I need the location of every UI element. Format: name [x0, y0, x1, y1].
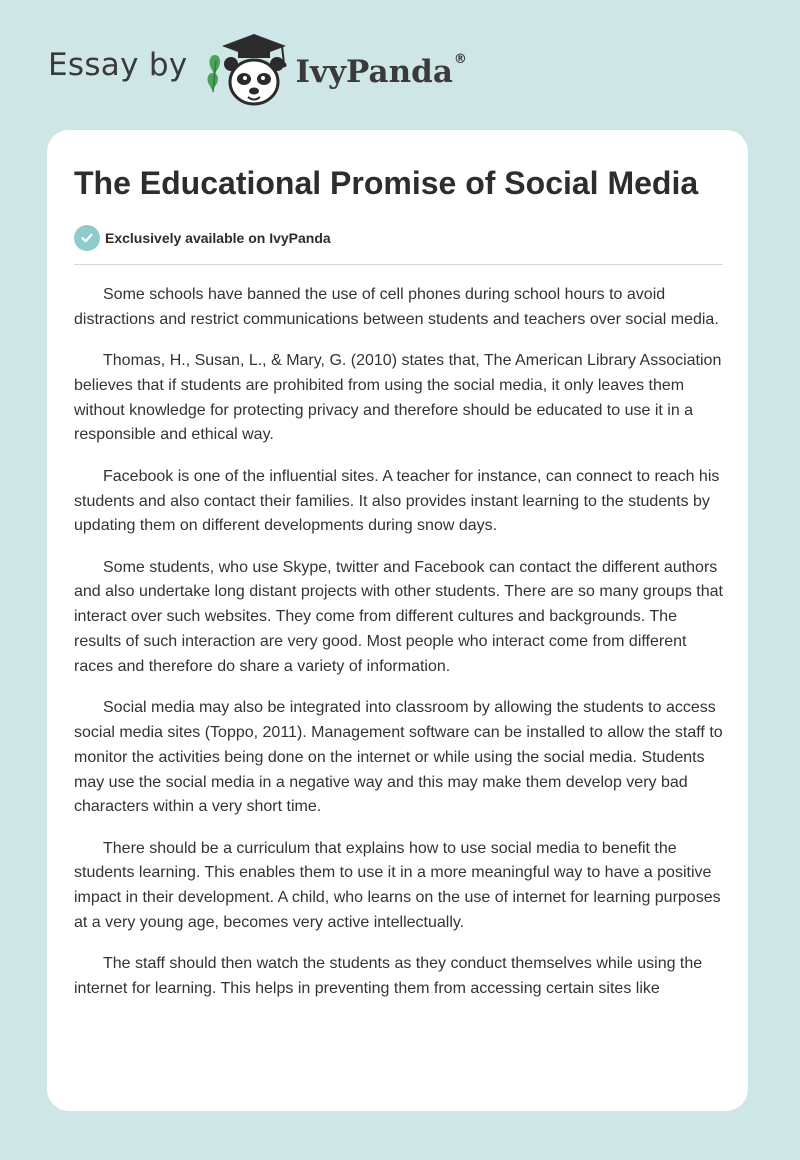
badge-label: Exclusively available on IvyPanda: [105, 230, 331, 246]
essay-body: [74, 283, 723, 1002]
brand-header[interactable]: [48, 30, 467, 110]
page-title: The Educational Promise of Social Media: [74, 165, 699, 201]
brand-name: [296, 54, 467, 90]
paragraph: The staff should then watch the students as they conduct themselves while using the internet for learning. This helps in preventing them from accessing certain sites like: [74, 955, 703, 998]
divider: [74, 264, 723, 265]
paragraph: Thomas, H., Susan, L., & Mary, G. (2010) states that, The American Library Association believes that if students are prohibited from using the social media, it only leaves them without knowledge for protecting privacy and therefore should be educated to use it in a responsible and ethical way.: [74, 352, 722, 444]
essay-card: [47, 130, 748, 1111]
exclusive-badge: [74, 225, 723, 251]
card-content: [74, 163, 723, 1018]
paragraph: Some students, who use Skype, twitter and Facebook can contact the different authors and also undertake long distant projects with other students. There are so many groups that interact over such websites. They come from different cultures and backgrounds. The results of such interaction are very good. Most people who interact come from different races and therefore do share a variety of information.: [74, 558, 723, 675]
paragraph: There should be a curriculum that explains how to use social media to benefit the students learning. This enables them to use it in a more meaningful way to have a positive impact in their development. A child, who learns on the use of internet for learning purposes at a very young age, becomes very active intellectually.: [74, 839, 721, 932]
paragraph: Social media may also be integrated into classroom by allowing the students to access social media sites (Toppo, 2011). Management software can be installed to allow the staff to monitor the activities being done on the internet or while using the social media. Students may use the social media in a negative way and this may make them develop very bad characters within a very short time.: [74, 699, 723, 816]
brand-name-text: IvyPanda: [295, 54, 453, 90]
panda-graduate-logo-icon: [202, 30, 294, 110]
brand-prefix: Essay by: [48, 47, 188, 83]
registered-mark: ®: [453, 52, 467, 67]
check-circle-icon: [74, 225, 100, 251]
paragraph: Some schools have banned the use of cell phones during school hours to avoid distractions and restrict communications between students and teachers over social media.: [74, 286, 719, 328]
paragraph: Facebook is one of the influential sites. A teacher for instance, can connect to reach his students and also contact their families. It also provides instant learning to the students by updating them on different developments during snow days.: [74, 467, 720, 535]
